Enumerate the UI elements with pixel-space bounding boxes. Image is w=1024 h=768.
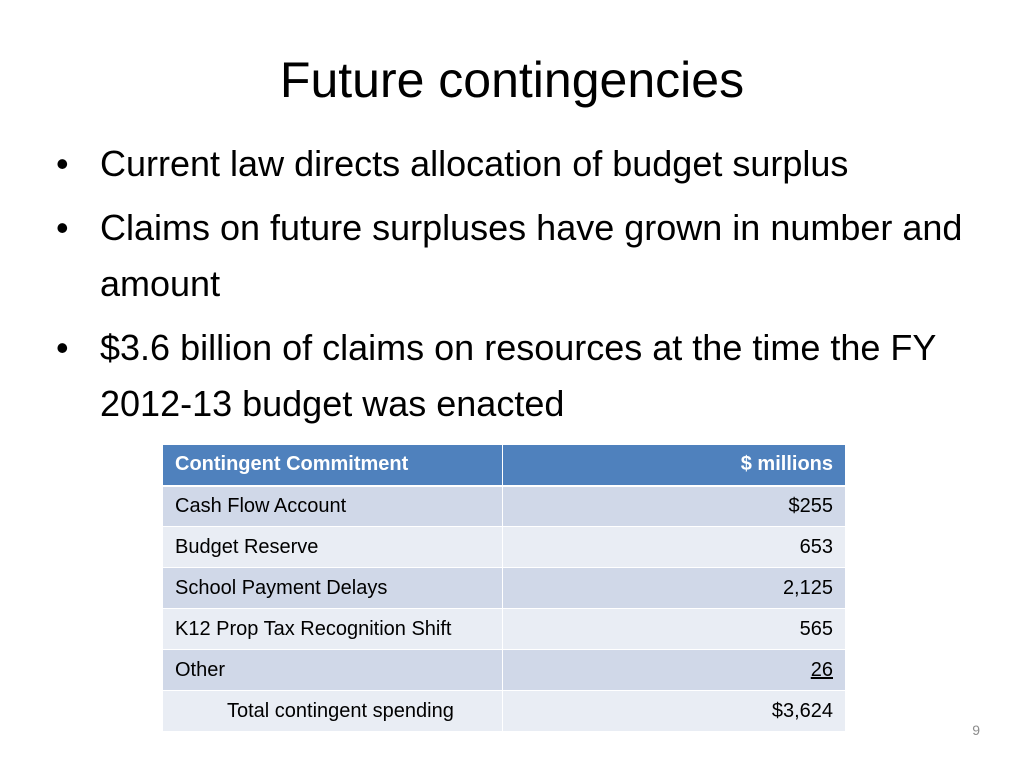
bullet-marker: • xyxy=(56,327,69,368)
row-value: 565 xyxy=(503,609,846,650)
row-value: 2,125 xyxy=(503,568,846,609)
bullet-item xyxy=(52,136,992,192)
row-value: 653 xyxy=(503,527,846,568)
table-row xyxy=(163,609,846,650)
total-value: $3,624 xyxy=(503,691,846,732)
bullet-text: Claims on future surpluses have grown in number and amount xyxy=(100,207,963,304)
row-label: K12 Prop Tax Recognition Shift xyxy=(163,609,503,650)
commitments-table-container xyxy=(162,444,846,732)
bullet-text: $3.6 billion of claims on resources at the time the FY 2012-13 budget was enacted xyxy=(100,327,936,424)
bullet-marker: • xyxy=(56,143,69,184)
bullet-item xyxy=(52,320,992,432)
row-label: Cash Flow Account xyxy=(163,486,503,527)
table-row xyxy=(163,650,846,691)
page-number: 9 xyxy=(972,722,980,738)
header-millions: $ millions xyxy=(503,445,846,486)
row-label: Other xyxy=(163,650,503,691)
table-row xyxy=(163,527,846,568)
bullet-marker: • xyxy=(56,207,69,248)
bullet-text: Current law directs allocation of budget surplus xyxy=(100,143,849,184)
table-row xyxy=(163,486,846,527)
table-header-row xyxy=(163,445,846,486)
bullet-item xyxy=(52,200,992,312)
commitments-table xyxy=(162,444,846,732)
row-value-underlined: 26 xyxy=(810,658,833,681)
row-label: School Payment Delays xyxy=(163,568,503,609)
header-commitment: Contingent Commitment xyxy=(163,445,503,486)
slide-title: Future contingencies xyxy=(279,52,745,108)
row-value xyxy=(503,650,846,691)
table-total-row xyxy=(163,691,846,732)
total-label: Total contingent spending xyxy=(163,691,503,732)
bullet-list xyxy=(52,136,992,440)
row-value: $255 xyxy=(503,486,846,527)
table-row xyxy=(163,568,846,609)
row-label: Budget Reserve xyxy=(163,527,503,568)
